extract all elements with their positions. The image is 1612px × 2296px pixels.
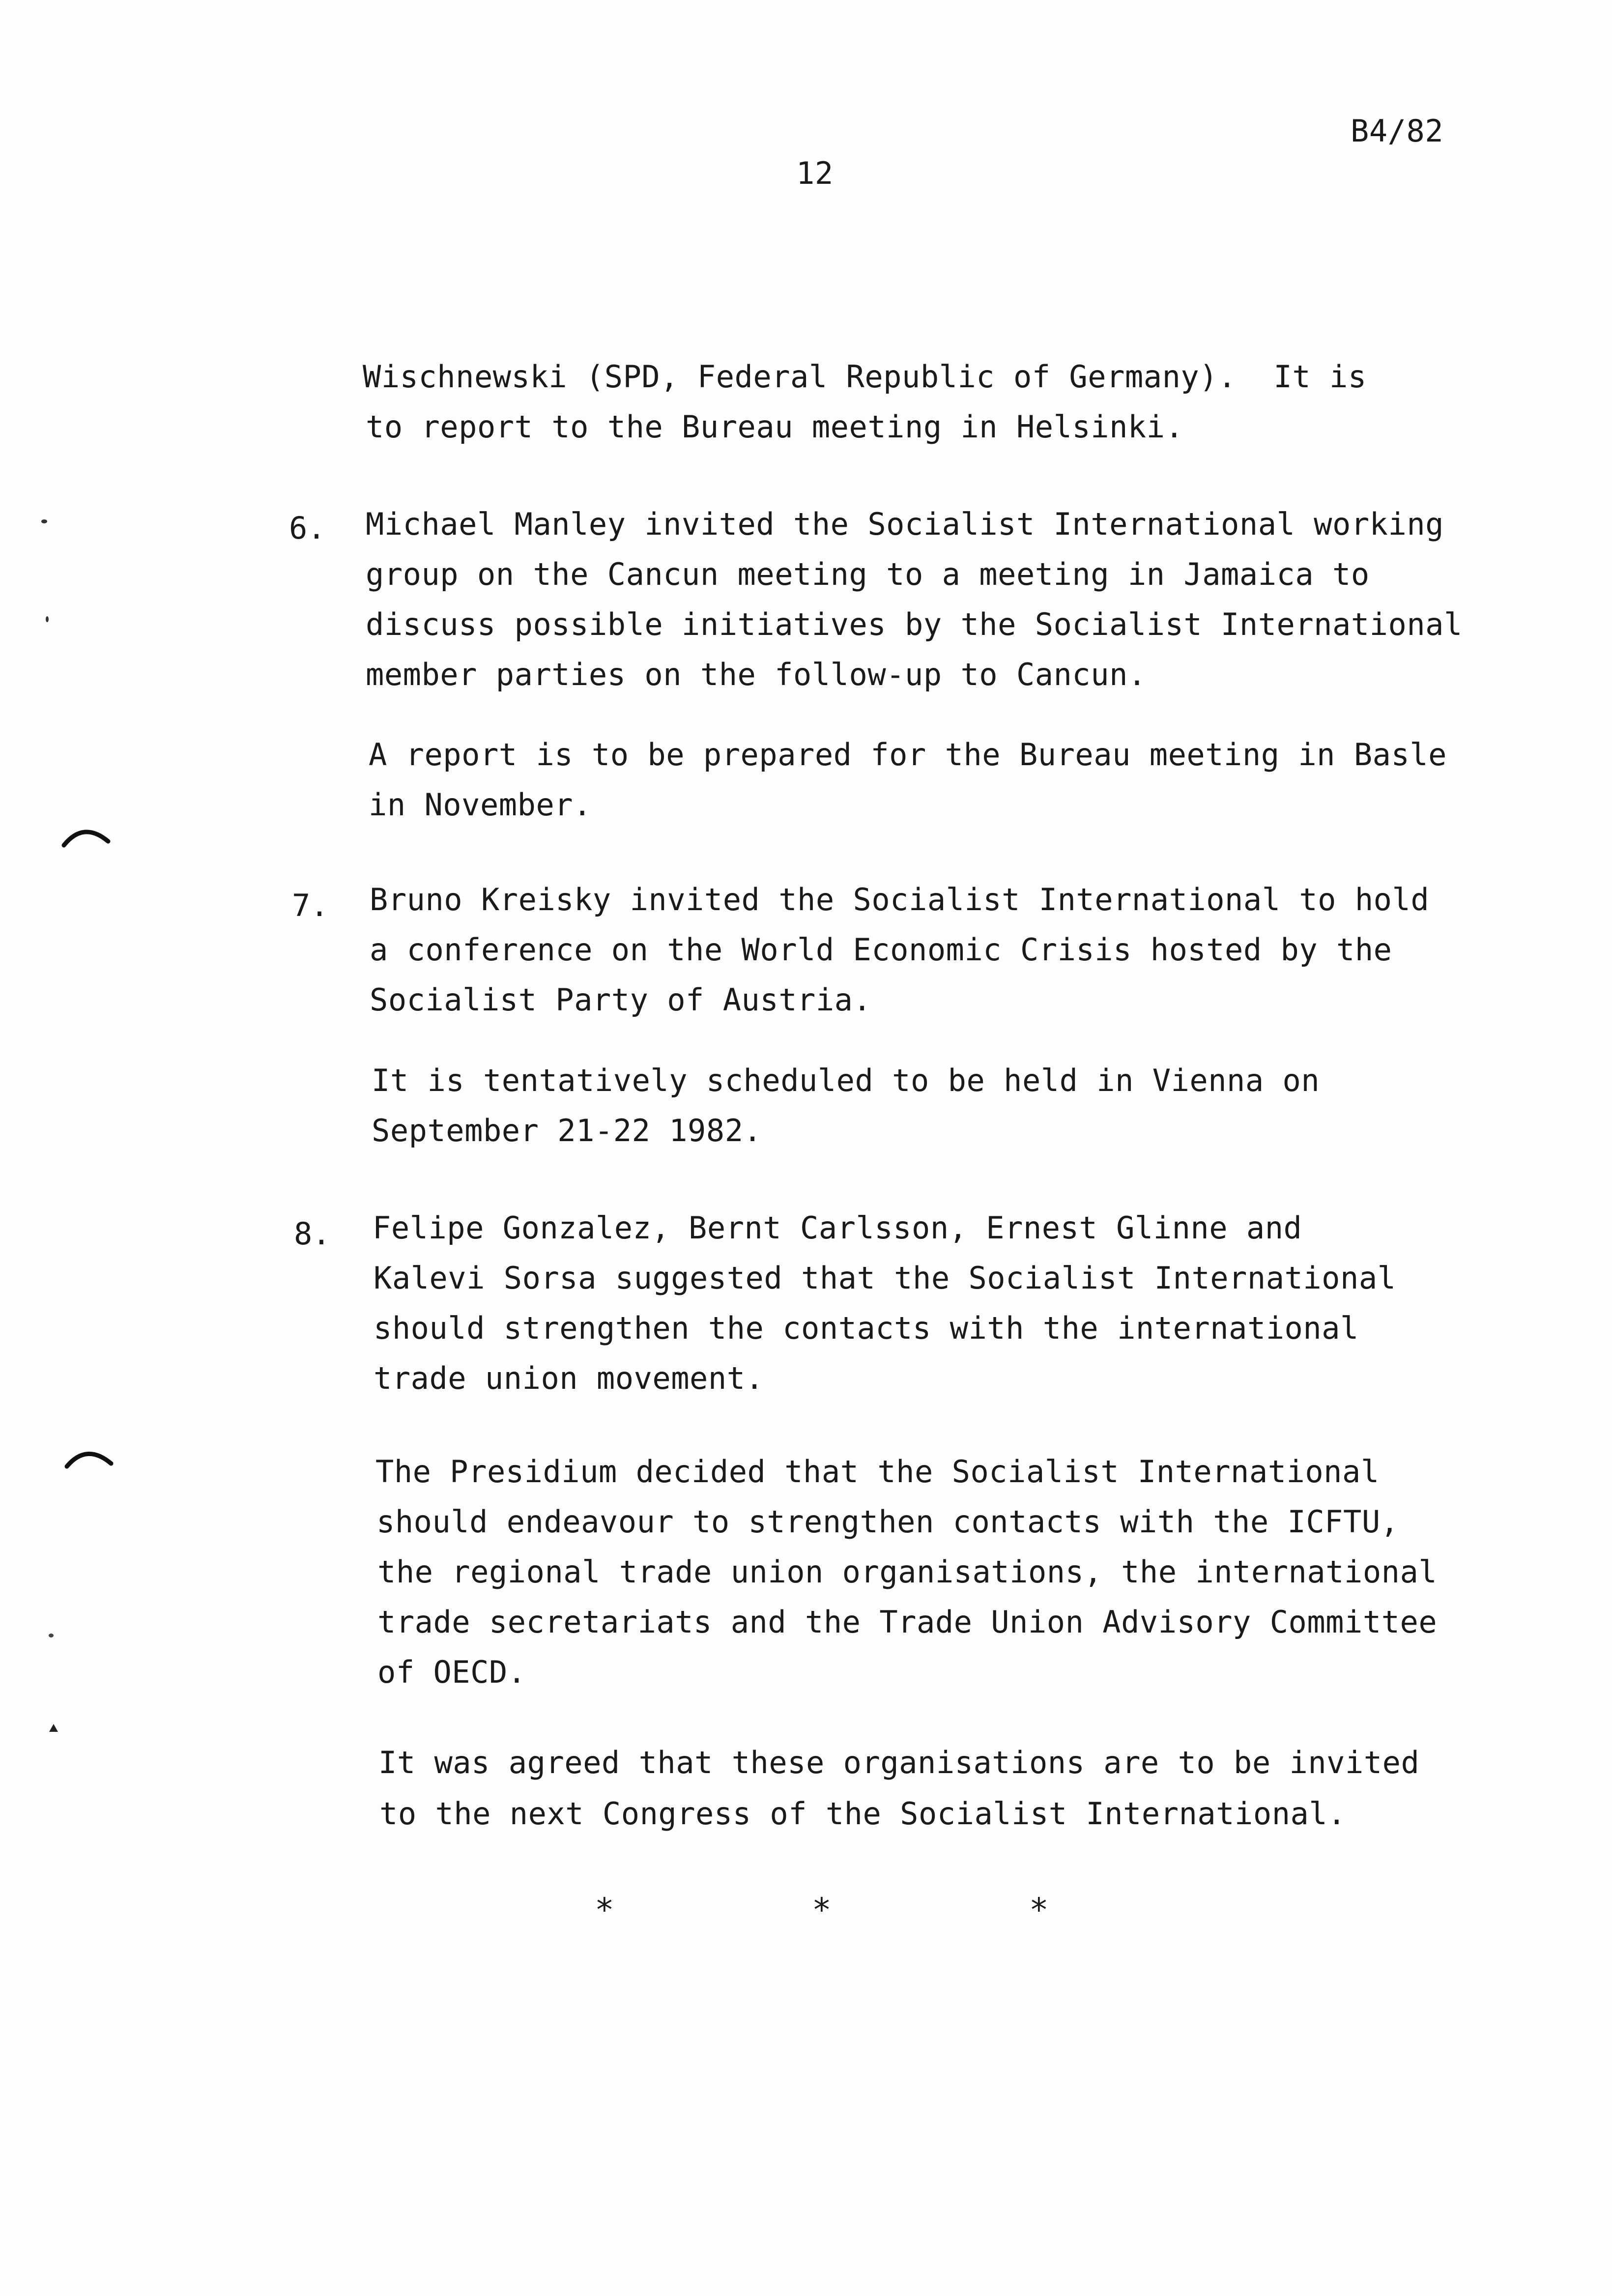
- continuation-line: Wischnewski (SPD, Federal Republic of Germany). It is: [363, 359, 1367, 395]
- scan-speck: [45, 1631, 57, 1640]
- item-line: Socialist Party of Austria.: [370, 982, 872, 1018]
- item-line: group on the Cancun meeting to a meeting in Jamaica to: [366, 556, 1370, 592]
- item-line: should endeavour to strengthen contacts with the ICFTU,: [376, 1504, 1399, 1540]
- continuation-line: to report to the Bureau meeting in Helsinki.: [366, 409, 1184, 445]
- separator-star: *: [1029, 1891, 1049, 1929]
- item-line: Bruno Kreisky invited the Socialist International to hold: [370, 882, 1430, 918]
- item-line: discuss possible initiatives by the Socialist International: [366, 606, 1463, 642]
- item-line: The Presidium decided that the Socialist International: [375, 1454, 1380, 1490]
- item-line: Kalevi Sorsa suggested that the Socialist International: [374, 1260, 1396, 1296]
- item-line: member parties on the follow-up to Cancun.: [366, 657, 1147, 692]
- item-line: a conference on the World Economic Crisis hosted by the: [370, 932, 1392, 968]
- item-line: Michael Manley invited the Socialist International working: [366, 506, 1444, 542]
- item-number: 8.: [294, 1216, 331, 1252]
- punch-hole-shadow: [59, 816, 113, 860]
- page-number: 12: [796, 155, 834, 191]
- scan-speck: [42, 613, 52, 625]
- scan-speck: [38, 517, 50, 526]
- separator-star: *: [595, 1891, 614, 1929]
- separator-star: *: [812, 1891, 832, 1929]
- document-reference: B4/82: [1351, 113, 1444, 149]
- item-line: Felipe Gonzalez, Bernt Carlsson, Ernest Glinne and: [373, 1210, 1302, 1246]
- item-number: 6.: [289, 510, 326, 546]
- item-line: trade union movement.: [374, 1360, 764, 1396]
- item-line: in November.: [369, 787, 592, 823]
- scan-speck: [47, 1722, 60, 1734]
- item-line: A report is to be prepared for the Bureau meeting in Basle: [369, 737, 1447, 773]
- item-line: It is tentatively scheduled to be held in Vienna on: [372, 1062, 1320, 1098]
- item-line: September 21-22 1982.: [372, 1113, 762, 1148]
- item-line: It was agreed that these organisations are to be invited: [378, 1745, 1420, 1780]
- item-line: the regional trade union organisations, the international: [377, 1554, 1438, 1590]
- item-line: trade secretariats and the Trade Union Advisory Committee: [377, 1604, 1438, 1640]
- punch-hole-shadow: [62, 1437, 116, 1481]
- item-line: of OECD.: [377, 1654, 526, 1690]
- item-line: to the next Congress of the Socialist International.: [379, 1796, 1347, 1832]
- item-line: should strengthen the contacts with the international: [374, 1310, 1359, 1346]
- item-number: 7.: [292, 888, 329, 923]
